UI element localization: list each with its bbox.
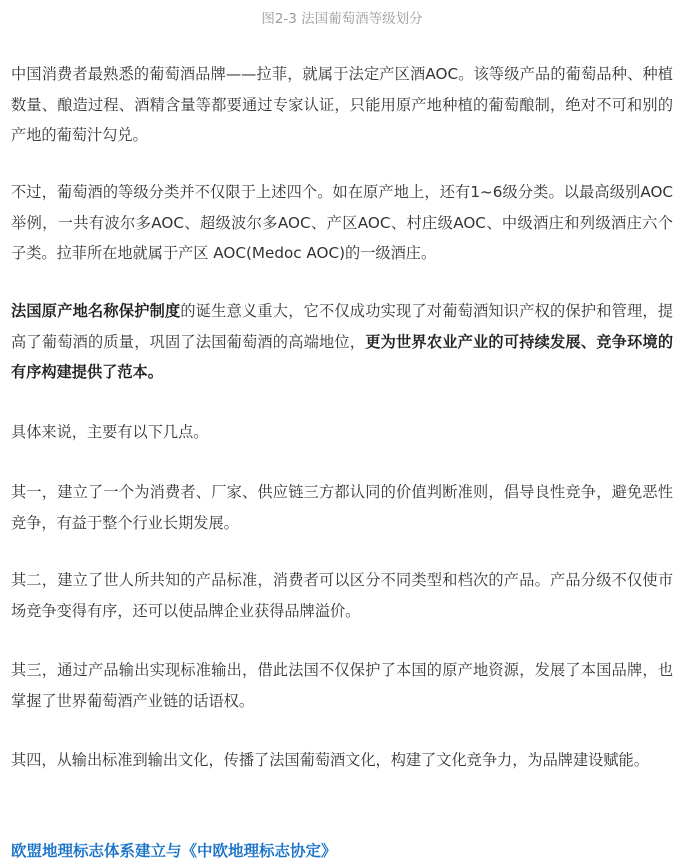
paragraph-lafite: 中国消费者最熟悉的葡萄酒品牌——拉菲，就属于法定产区酒AOC。该等级产品的葡萄品种、种植数量、酿造过程、酒精含量等都要通过专家认证，只能用原产地种植的葡萄酿制，绝对不可和别的产地的葡萄汁勾兑。 (11, 65, 673, 144)
paragraph-classification: 不过，葡萄酒的等级分类并不仅限于上述四个。如在原产地上，还有1~6级分类。以最高级别AOC举例，一共有波尔多AOC、超级波尔多AOC、产区AOC、村庄级AOC、中级酒庄和列级酒庄六个子类。拉菲所在地就属于产区 AOC(Medoc AOC)的一级酒庄。 (11, 183, 673, 262)
paragraph-significance-body: 的诞生意义重大，它不仅成功实现了对葡萄酒知识产权的保护和管理，提高了葡萄酒的质量，巩固了法国葡萄酒的高端地位， (11, 302, 674, 351)
paragraph-point-two: 其二，建立了世人所共知的产品标准，消费者可以区分不同类型和档次的产品。产品分级不仅使市场竞争变得有序，还可以使品牌企业获得品牌溢价。 (11, 571, 673, 620)
bold-phrase-protection-system: 法国原产地名称保护制度 (11, 302, 181, 320)
paragraph-point-three: 其三，通过产品输出实现标准输出，借此法国不仅保护了本国的原产地资源，发展了本国品牌，也掌握了世界葡萄酒产业链的话语权。 (11, 661, 673, 710)
bold-phrase-model: 更为世界农业产业的可持续发展、竞争环境的有序构建提供了范本。 (11, 332, 674, 381)
section-heading-link[interactable]: 欧盟地理标志体系建立与《中欧地理标志协定》 (11, 842, 337, 860)
paragraph-significance (11, 296, 673, 388)
paragraph-intro-points: 具体来说，主要有以下几点。 (11, 423, 209, 441)
figure-caption: 图2-3 法国葡萄酒等级划分 (261, 11, 423, 27)
paragraph-point-one: 其一，建立了一个为消费者、厂家、供应链三方都认同的价值判断准则，倡导良性竞争，避免恶性竞争，有益于整个行业长期发展。 (11, 483, 673, 532)
paragraph-point-four: 其四，从输出标准到输出文化，传播了法国葡萄酒文化，构建了文化竞争力，为品牌建设赋能。 (11, 751, 649, 769)
